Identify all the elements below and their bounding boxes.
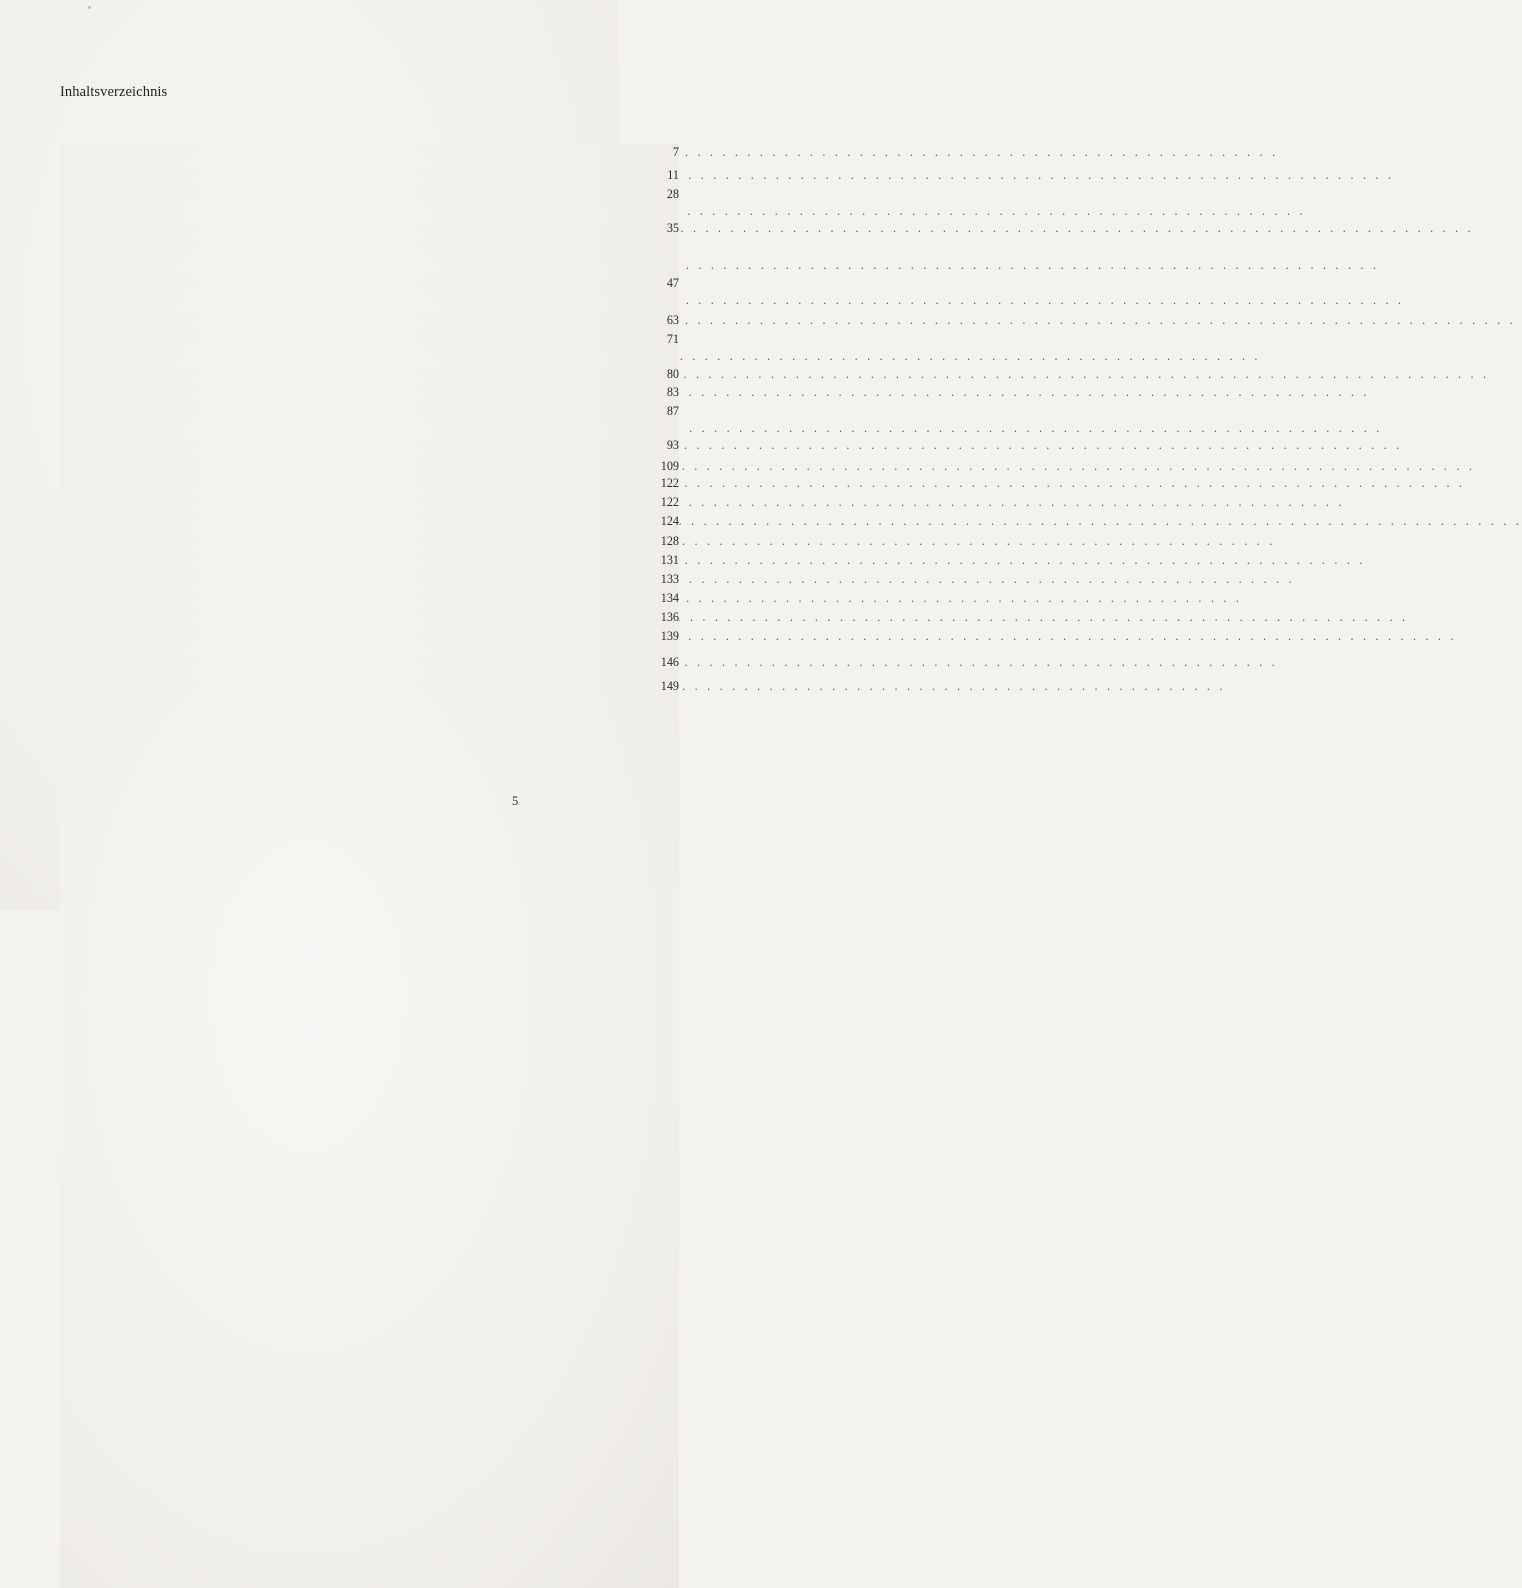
toc-entry-page: 134 xyxy=(60,590,679,1500)
toc-entry-page: 139 xyxy=(60,628,679,1538)
toc-entry-page: 122 xyxy=(60,494,679,1404)
toc-entry xyxy=(60,240,526,273)
toc-entry xyxy=(60,144,679,160)
toc-entry-page: 7 xyxy=(60,144,679,1054)
toc-entry-page: 80 xyxy=(60,366,679,1276)
toc-entry-page: 83 xyxy=(60,384,679,1294)
toc-entry-page: 11 xyxy=(60,167,679,1077)
toc-entry-page: 146 xyxy=(60,654,679,1564)
paper-speck xyxy=(88,6,91,9)
toc-entry xyxy=(60,494,679,510)
toc-entry xyxy=(60,167,679,183)
toc-entry xyxy=(60,609,679,625)
toc-entry-page: 63 xyxy=(60,312,679,1222)
toc-entry xyxy=(60,275,679,308)
toc-entry-page: 136 xyxy=(60,609,679,1519)
toc-entry-page: 35 xyxy=(60,220,679,1130)
toc-entry xyxy=(60,552,679,568)
toc-entry xyxy=(60,513,679,529)
toc-entry xyxy=(60,220,679,236)
toc-entry-page: 122 xyxy=(60,475,679,1385)
toc-entry-page: 124 xyxy=(60,513,679,1423)
toc-entry-page: 93 xyxy=(60,437,679,1347)
toc-entry xyxy=(60,678,679,694)
toc-entry-page: 71 xyxy=(60,331,679,1241)
toc-entry xyxy=(60,533,679,549)
toc-entry-page: 149 xyxy=(60,678,679,1588)
toc-entry xyxy=(60,366,679,382)
toc-entry xyxy=(60,571,679,587)
toc-entry-page: 47 xyxy=(60,275,679,1185)
toc-entry xyxy=(60,403,679,436)
toc-entry-page: 133 xyxy=(60,571,679,1481)
book-page xyxy=(0,0,679,910)
toc-heading: Inhaltsverzeichnis xyxy=(60,84,168,100)
toc-entry-page: 87 xyxy=(60,403,679,1313)
toc-entry-page: 28 xyxy=(60,186,679,1096)
toc-entry-page: 109 xyxy=(60,458,679,1368)
toc-entry xyxy=(60,458,679,474)
toc-entry xyxy=(60,437,679,453)
toc-entry xyxy=(60,590,679,606)
toc-entry xyxy=(60,628,679,644)
page-number: 5 xyxy=(512,794,519,808)
toc-entry xyxy=(60,186,679,219)
toc-entry xyxy=(60,312,679,328)
toc-entry-page: 128 xyxy=(60,533,679,1443)
toc-entry xyxy=(60,384,679,400)
toc-entry xyxy=(60,654,679,670)
toc-entry xyxy=(60,475,679,491)
toc-entry-page: 131 xyxy=(60,552,679,1462)
toc-entry xyxy=(60,331,679,364)
